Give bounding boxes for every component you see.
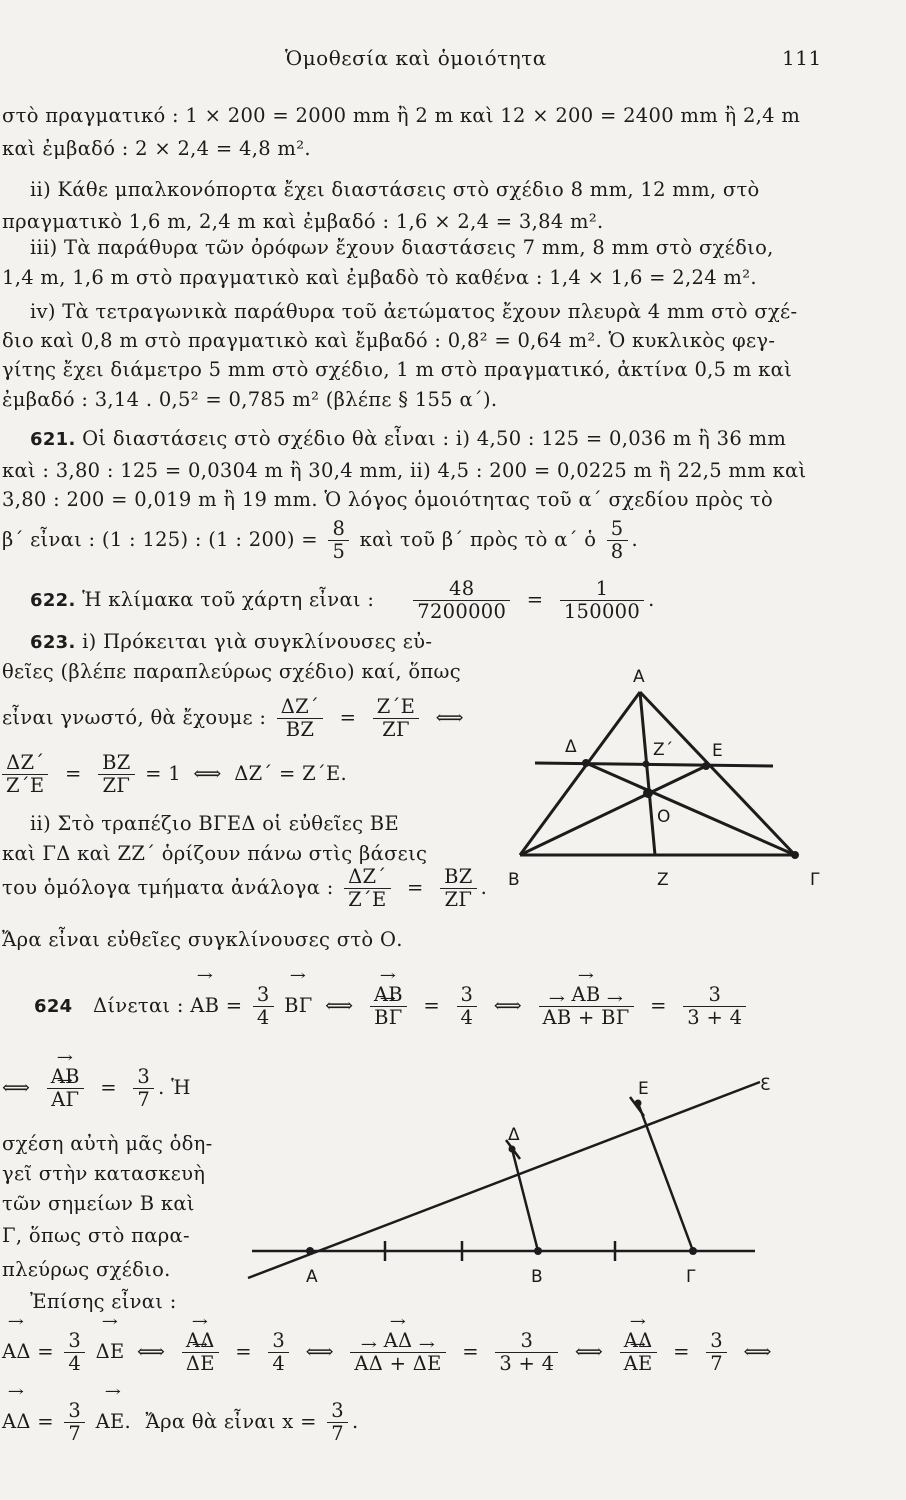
text-line: Ἄρα θὰ εἶναι x = [145, 1410, 317, 1433]
text-line: σχέση αὐτὴ μᾶς ὁδη- [2, 1132, 213, 1155]
fraction: $\frac{\Delta Z΄}{BZ}$ [277, 696, 323, 741]
triangle-figure [490, 660, 840, 900]
text-line: Δίνεται : [92, 994, 184, 1017]
fraction: $\frac{8}{5}$ [328, 518, 349, 563]
formula-line: → ΑΔ = $\frac{3}{7}$ → ΑΕ. Ἄρα θὰ εἶναι x = $\frac{3}{7}$ . [2, 1400, 358, 1445]
fraction: $\frac{1}{150000}$ [560, 578, 644, 623]
text-line: καὶ : 3,80 : 125 = 0,0304 m ἢ 30,4 mm, ii) 4,5 : 200 = 0,0225 m ἢ 22,5 mm καὶ [2, 459, 807, 482]
fraction: $\frac{5}{8}$ [607, 518, 628, 563]
vector: → ΑΔ [2, 1400, 31, 1444]
text-line: καὶ ΓΔ καὶ ΖΖ΄ ὁρίζουν πάνω στὶς βάσεις [2, 842, 428, 865]
paragraph-621 [30, 427, 786, 452]
point-label: Ζ΄ [653, 740, 674, 760]
point-label: Z [657, 870, 669, 890]
formula-line: του ὁμόλογα τμήματα ἀνάλογα : $\frac{\Delta Z΄}{Z΄E}$ = $\frac{BZ}{Z\Gamma}$ . [2, 865, 488, 911]
fraction: → ΑΔ → ΑΔ + → ΔΕ [350, 1330, 445, 1375]
text-line: γίτης ἔχει διάμετρο 5 mm στὸ σχέδιο, 1 m στὸ πραγματικό, ἀκτίνα 0,5 m καὶ [2, 358, 793, 381]
fraction: $\frac{\Delta Z΄}{Z΄E}$ [2, 752, 48, 797]
text-line: ii) Στὸ τραπέζιο ΒΓΕΔ οἱ εὐθεῖες ΒΕ [30, 812, 399, 835]
fraction: → ΑΔ → ΑΕ [620, 1330, 657, 1375]
text-line: β΄ εἶναι : (1 : 125) : (1 : 200) = [2, 528, 318, 551]
fraction: $\frac{BZ}{Z\Gamma}$ [98, 752, 134, 797]
paragraph-624: 624 Δίνεται : → ΑΒ = $\frac{3}{4}$ → ΒΓ ⟺ → ΑΒ → ΒΓ = $\frac{3}{4}$ ⟺ → ΑΒ → ΑΒ + → ΒΓ = $\frac{3}{3 + 4}$ [34, 984, 750, 1029]
text-line: Ἄρα εἶναι εὐθεῖες συγκλίνουσες στὸ Ο. [2, 928, 403, 951]
text-line: τῶν σημείων Β καὶ [2, 1192, 195, 1215]
text-line: ΔΖ΄ = Ζ΄Ε. [234, 762, 348, 785]
fraction: $\frac{3}{7}$ [133, 1066, 154, 1111]
formula-line: β΄ εἶναι : (1 : 125) : (1 : 200) = $\frac{8}{5}$ καὶ τοῦ β΄ πρὸς τὸ α΄ ὁ $\frac{5}{8}$ . [2, 517, 638, 563]
vector: → ΒΓ [284, 984, 312, 1028]
exercise-number: 621. [30, 429, 76, 450]
text-line: πραγματικὸ 1,6 m, 2,4 m καὶ ἐμβαδό : 1,6 × 2,4 = 3,84 m². [2, 210, 604, 233]
text-line: = 1 [145, 762, 181, 785]
vector: → ΔΕ [96, 1330, 125, 1374]
fraction: $\frac{Z΄E}{Z\Gamma}$ [373, 696, 419, 741]
text-line: 3,80 : 200 = 0,019 m ἢ 19 mm. Ὁ λόγος ὁμοιότητας τοῦ α΄ σχεδίου πρὸς τὸ [2, 488, 774, 511]
point-label: A [306, 1267, 318, 1287]
point-label: B [508, 870, 520, 890]
paragraph-623 [30, 630, 432, 655]
division-figure [240, 1060, 800, 1300]
text-line: στὸ πραγματικό : 1 × 200 = 2000 mm ἢ 2 m καὶ 12 × 200 = 2400 mm ἢ 2,4 m [2, 104, 801, 127]
fraction: $\frac{48}{7200000}$ [413, 578, 510, 623]
formula-line: εἶναι γνωστό, θὰ ἔχουμε : $\frac{\Delta Z΄}{BZ}$ = $\frac{Z΄E}{Z\Gamma}$ ⟺ [2, 695, 464, 741]
text-line: i) Πρόκειται γιὰ συγκλίνουσες εὐ- [82, 630, 433, 653]
text-line: πλεύρως σχέδιο. [2, 1258, 171, 1281]
point-label: Δ [565, 737, 577, 757]
paragraph-622: 622. Ἡ κλίμακα τοῦ χάρτη εἶναι : $\frac{48}{7200000}$ = $\frac{1}{150000}$ . [30, 577, 655, 623]
fraction: $\frac{3}{4}$ [457, 984, 478, 1029]
text-line: Ἐπίσης εἶναι : [30, 1290, 177, 1313]
fraction: → ΑΔ → ΔΕ [182, 1330, 219, 1375]
text-line: γεῖ στὴν κατασκευὴ [2, 1162, 206, 1185]
text-line: θεῖες (βλέπε παραπλεύρως σχέδιο) καί, ὅπως [2, 660, 461, 683]
fraction: $\frac{\Delta Z΄}{Z΄E}$ [344, 866, 390, 911]
exercise-number: 622. [30, 590, 76, 611]
text-line: Οἱ διαστάσεις στὸ σχέδιο θὰ εἶναι : i) 4,50 : 125 = 0,036 m ἢ 36 mm [82, 427, 787, 450]
text-line: Γ, ὅπως στὸ παρα- [2, 1224, 190, 1247]
formula-line: → ΑΔ = $\frac{3}{4}$ → ΔΕ ⟺ → ΑΔ → ΔΕ = $\frac{3}{4}$ ⟺ → ΑΔ → ΑΔ + → ΔΕ = $\frac{3}{3 + 4}$ ⟺ → ΑΔ → ΑΕ = $\frac{3}{7}$ ⟺ [2, 1330, 778, 1375]
fraction: $\frac{3}{7}$ [706, 1330, 727, 1375]
running-header: Ὁμοθεσία καὶ ὁμοιότητα [285, 46, 547, 70]
vector: → ΑΒ [190, 984, 219, 1028]
fraction: → ΑΒ → ΑΓ [47, 1066, 84, 1111]
fraction: $\frac{BZ}{Z\Gamma}$ [440, 866, 476, 911]
text-line: διο καὶ 0,8 m στὸ πραγματικὸ καὶ ἔμβαδό : 0,8² = 0,64 m². Ὁ κυκλικὸς φεγ- [2, 329, 776, 352]
fraction: → ΑΒ → ΑΒ + → ΒΓ [539, 984, 634, 1029]
fraction: $\frac{3}{3 + 4}$ [683, 984, 746, 1029]
text-line: ii) Κάθε μπαλκονόπορτα ἔχει διαστάσεις στὸ σχέδιο 8 mm, 12 mm, στὸ [30, 178, 760, 201]
text-line: εἶναι γνωστό, θὰ ἔχουμε : [2, 706, 267, 729]
point-label: O [657, 807, 671, 827]
point-label: Γ [686, 1267, 696, 1287]
text-line: ἐμβαδό : 3,14 . 0,5² = 0,785 m² (βλέπε § 155 α΄). [2, 388, 498, 411]
text-line: Ἡ κλίμακα τοῦ χάρτη εἶναι : [82, 588, 375, 611]
fraction: $\frac{3}{3 + 4}$ [495, 1330, 558, 1375]
point-label: Δ [508, 1125, 520, 1145]
fraction: $\frac{3}{4}$ [64, 1330, 85, 1375]
page-number: 111 [782, 46, 822, 70]
fraction: → ΑΒ → ΒΓ [370, 984, 407, 1029]
point-label: E [712, 741, 723, 761]
fraction: $\frac{3}{7}$ [64, 1400, 85, 1445]
text-line: 1,4 m, 1,6 m στὸ πραγματικὸ καὶ ἐμβαδὸ τὸ καθένα : 1,4 × 1,6 = 2,24 m². [2, 266, 757, 289]
text-line: καὶ ἐμβαδό : 2 × 2,4 = 4,8 m². [2, 137, 311, 160]
point-label: Γ [810, 870, 820, 890]
text-line: καὶ τοῦ β΄ πρὸς τὸ α΄ ὁ [359, 528, 597, 551]
formula-line: $\frac{\Delta Z΄}{Z΄E}$ = $\frac{BZ}{Z\Gamma}$ = 1 ⟺ ΔΖ΄ = Ζ΄Ε. [2, 752, 347, 797]
exercise-number: 624 [34, 996, 73, 1017]
formula-line: ⟺ → ΑΒ → ΑΓ = $\frac{3}{7}$ . Ἡ [2, 1066, 191, 1111]
point-label: B [531, 1267, 543, 1287]
fraction: $\frac{3}{4}$ [268, 1330, 289, 1375]
point-label: A [633, 667, 645, 687]
vector: → ΑΕ. [96, 1400, 131, 1444]
fraction: $\frac{3}{7}$ [327, 1400, 348, 1445]
text-line: iii) Τὰ παράθυρα τῶν ὀρόφων ἔχουν διαστάσεις 7 mm, 8 mm στὸ σχέδιο, [30, 236, 774, 259]
vector: → ΑΔ [2, 1330, 31, 1374]
exercise-number: 623. [30, 632, 76, 653]
text-line: iv) Τὰ τετραγωνικὰ παράθυρα τοῦ ἀετώματος ἔχουν πλευρὰ 4 mm στὸ σχέ- [30, 300, 798, 323]
point-label: Ɛ [760, 1075, 771, 1095]
text-line: του ὁμόλογα τμήματα ἀνάλογα : [2, 876, 334, 899]
fraction: $\frac{3}{4}$ [253, 984, 274, 1029]
point-label: E [638, 1079, 649, 1099]
